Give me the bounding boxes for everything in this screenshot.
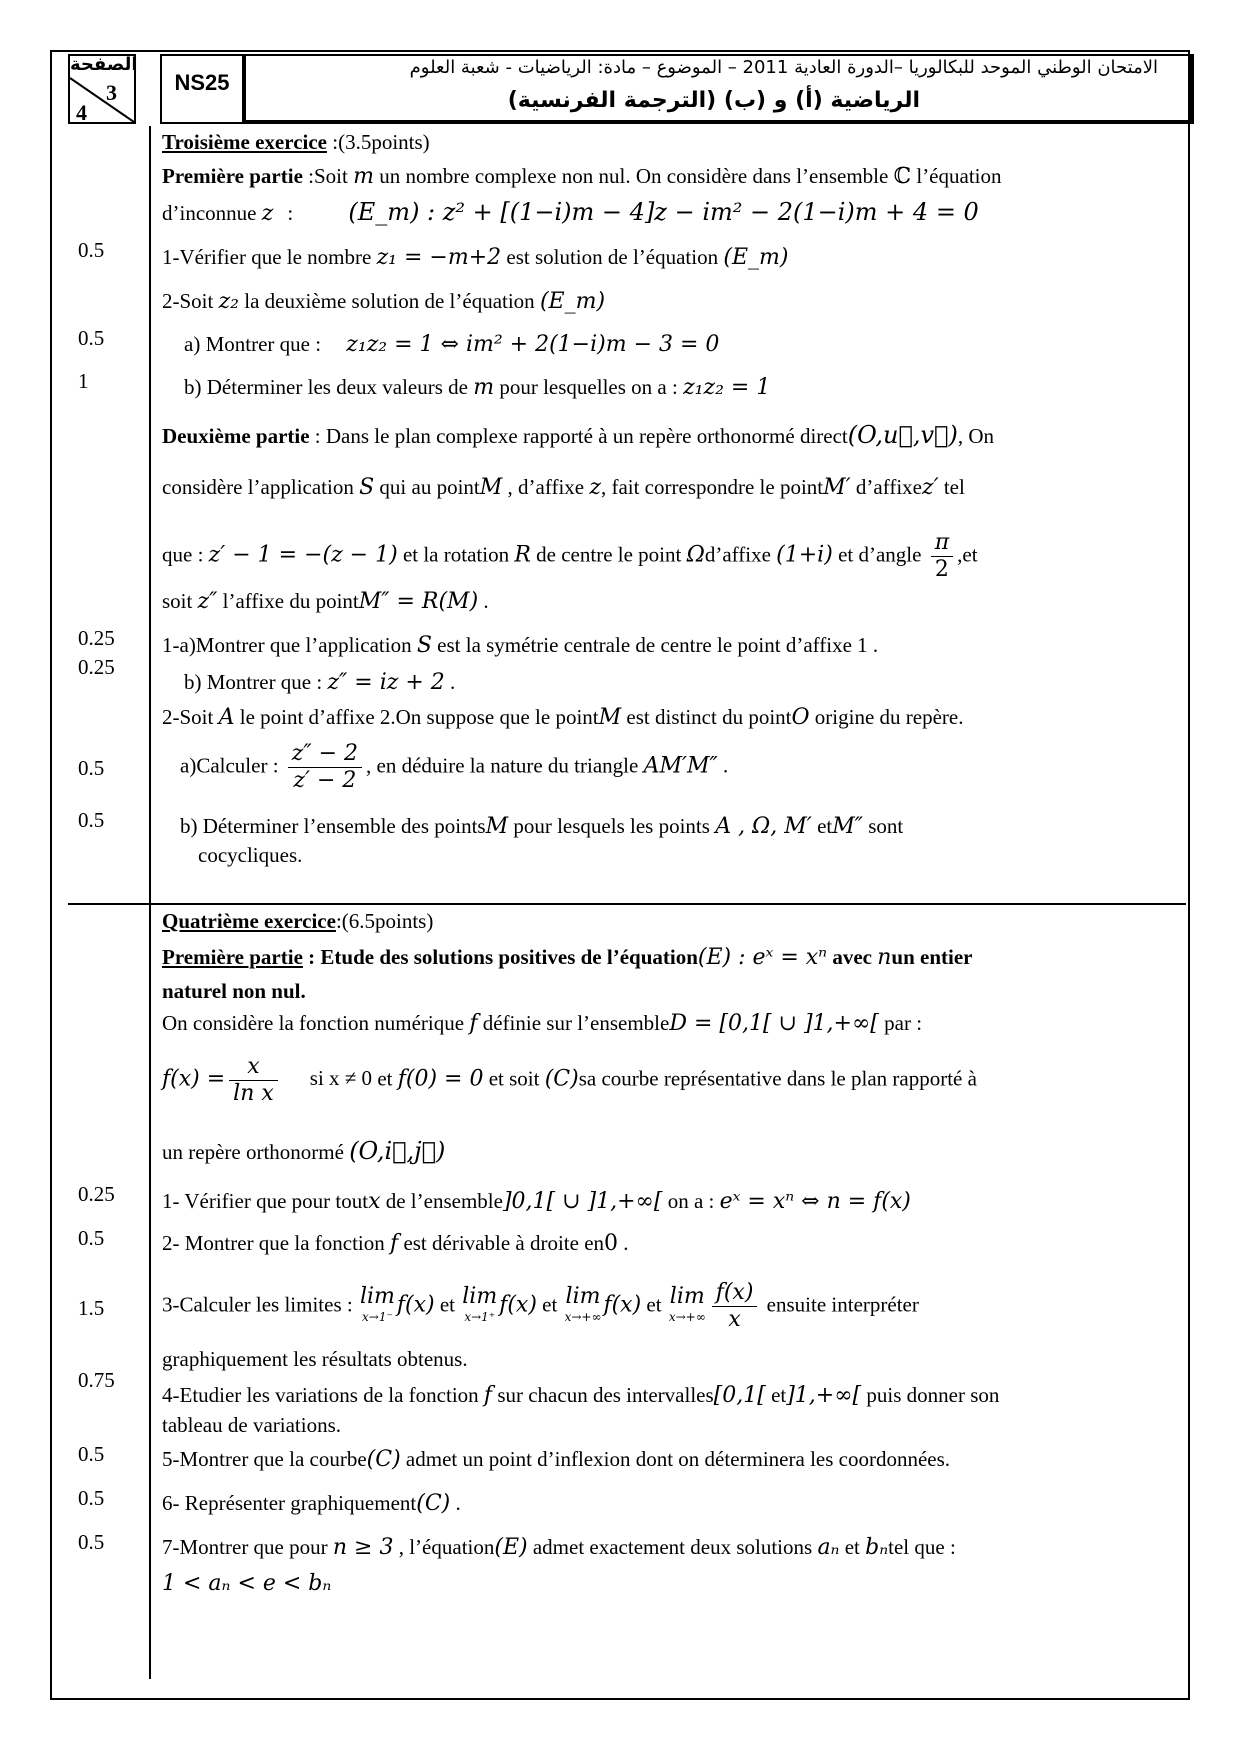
text: . bbox=[618, 1231, 629, 1255]
math: (E) bbox=[494, 1535, 528, 1560]
math: f bbox=[469, 1011, 478, 1036]
part1-title: Première partie bbox=[162, 164, 303, 188]
points-value: 0.5 bbox=[78, 1442, 105, 1466]
text: de l’ensemble bbox=[380, 1189, 503, 1213]
ex4-q4 bbox=[162, 1382, 999, 1409]
ex3-part2-line2 bbox=[162, 474, 965, 501]
text: un repère orthonormé bbox=[162, 1140, 350, 1164]
text: , en déduire la nature du triangle bbox=[366, 753, 644, 778]
ex4-q3-cont: graphiquement les résultats obtenus. bbox=[162, 1347, 468, 1371]
math: O bbox=[791, 705, 810, 730]
text: et bbox=[536, 1292, 558, 1317]
math: z₂ bbox=[218, 289, 240, 314]
text: est la symétrie centrale de centre le point d’affixe 1 . bbox=[431, 633, 879, 657]
ex4-function-def bbox=[162, 1054, 977, 1107]
math: z′ − 1 = −(z − 1) bbox=[208, 542, 398, 568]
text: et bbox=[765, 1383, 787, 1407]
math: n ≥ 3 bbox=[332, 1535, 394, 1560]
math: f(x) bbox=[603, 1292, 642, 1318]
points-value: 0.25 bbox=[78, 626, 115, 650]
text: , d’affixe bbox=[502, 475, 590, 499]
ex3-p2-q2a bbox=[180, 741, 728, 794]
fx-over-x bbox=[712, 1280, 758, 1333]
exercise3-heading bbox=[162, 129, 430, 155]
text: sont bbox=[862, 814, 904, 838]
text: . bbox=[444, 670, 456, 694]
math: si x ≠ 0 bbox=[309, 1066, 373, 1091]
math: (O,i⃗,j⃗) bbox=[349, 1137, 446, 1165]
fraction-denominator: ln x bbox=[233, 1081, 274, 1106]
math: z₁z₂ = 1 bbox=[683, 375, 771, 400]
ex3-p2-q1b bbox=[184, 669, 455, 696]
math: M bbox=[485, 814, 509, 839]
lim-word: lim bbox=[669, 1283, 705, 1309]
math: (1+i) bbox=[776, 542, 833, 568]
math: eˣ = xⁿ ⇔ n = f(x) bbox=[719, 1189, 911, 1214]
math: M bbox=[479, 475, 503, 500]
text: , fait correspondre le point bbox=[600, 475, 824, 499]
margin-divider bbox=[149, 126, 151, 904]
text: , l’équation bbox=[393, 1535, 495, 1559]
text: admet un point d’inflexion dont on déterminera les coordonnées. bbox=[400, 1447, 951, 1471]
math: (E) : eˣ = xⁿ bbox=[697, 945, 828, 970]
ex3-p2-q2b bbox=[180, 813, 903, 840]
math: M″ = R(M) bbox=[358, 589, 479, 614]
ex3-p2-q2b-cont: cocycliques. bbox=[198, 843, 303, 867]
lim-sub: x→+∞ bbox=[564, 1309, 602, 1324]
ex4-intro bbox=[162, 1010, 922, 1037]
exercise-separator bbox=[68, 903, 1186, 905]
points-value: 0.5 bbox=[78, 326, 105, 350]
text: b) Déterminer les deux valeurs de bbox=[184, 375, 474, 399]
math: 1 < aₙ < e < bₙ bbox=[162, 1571, 332, 1596]
text: : bbox=[287, 201, 294, 225]
ex3-q1 bbox=[162, 244, 788, 271]
ex4-part1-title-cont: naturel non nul. bbox=[162, 979, 306, 1003]
math: S bbox=[359, 475, 375, 500]
fraction-numerator: π bbox=[931, 530, 953, 557]
math: (C) bbox=[416, 1491, 451, 1516]
math: S bbox=[416, 633, 432, 658]
ex4-repere bbox=[162, 1138, 445, 1165]
text: par : bbox=[878, 1011, 923, 1035]
lim-word: lim bbox=[565, 1283, 601, 1309]
math: z₁ = −m+2 bbox=[376, 245, 502, 270]
ex4-part1-title-line bbox=[162, 944, 973, 971]
ex4-q1 bbox=[162, 1188, 911, 1215]
text: ,et bbox=[957, 542, 978, 567]
f-fraction bbox=[229, 1054, 278, 1107]
math: f(x) bbox=[499, 1292, 537, 1318]
exam-title-line1: الامتحان الوطني الموحد للبكالوريا –الدورة العادية 2011 – الموضوع – مادة: الرياضيات - شعبة العلوم bbox=[409, 57, 1158, 78]
text: et soit bbox=[483, 1066, 545, 1091]
text: ensuite interpréter bbox=[761, 1292, 919, 1317]
text: b) Montrer que : bbox=[184, 670, 328, 694]
math: (E_m) bbox=[723, 245, 789, 270]
points-value: 0.5 bbox=[78, 1486, 105, 1510]
text: : Dans le plan complexe rapporté à un repère orthonormé direct bbox=[309, 424, 848, 448]
lim-sub: x→+∞ bbox=[668, 1309, 706, 1324]
math: ]1,+∞[ bbox=[786, 1383, 862, 1408]
text: et bbox=[434, 1292, 456, 1317]
math: (E_m) bbox=[539, 289, 606, 314]
ex3-equation-line bbox=[162, 199, 979, 227]
fraction-denominator: z′ − 2 bbox=[293, 768, 357, 793]
lim-word: lim bbox=[462, 1283, 498, 1309]
text: b) Déterminer l’ensemble des points bbox=[180, 814, 486, 838]
math: [0,1[ bbox=[713, 1383, 766, 1408]
text: 3-Calculer les limites : bbox=[162, 1292, 358, 1317]
text: tel que : bbox=[888, 1535, 956, 1559]
text: . bbox=[478, 589, 489, 613]
ex3-q2 bbox=[162, 288, 605, 315]
text: tel bbox=[938, 475, 965, 499]
text: . bbox=[717, 753, 729, 778]
math: f(x) bbox=[396, 1292, 435, 1318]
math: n bbox=[877, 945, 892, 970]
text: , On bbox=[957, 424, 994, 448]
text: le point d’affixe 2.On suppose que le point bbox=[234, 705, 599, 729]
text: d’affixe bbox=[704, 542, 777, 567]
math: aₙ bbox=[817, 1535, 840, 1560]
complex-set-symbol: ℂ bbox=[893, 164, 912, 189]
math: A , Ω, M′ bbox=[715, 814, 812, 839]
text: est solution de l’équation bbox=[501, 245, 724, 269]
fraction-denominator: x bbox=[728, 1307, 741, 1332]
ex3-part2-intro bbox=[162, 422, 994, 449]
text: est dérivable à droite en bbox=[398, 1231, 605, 1255]
math: M bbox=[598, 705, 622, 730]
fraction-numerator: f(x) bbox=[712, 1280, 758, 1307]
math: f bbox=[390, 1231, 399, 1256]
points-value: 0.5 bbox=[78, 1530, 105, 1554]
math: z″ = iz + 2 bbox=[327, 670, 445, 695]
text: 1- Vérifier que pour tout bbox=[162, 1189, 369, 1213]
math: M″ bbox=[832, 814, 863, 839]
points-value: 0.5 bbox=[78, 1226, 105, 1250]
math: f(0) = 0 bbox=[397, 1066, 484, 1092]
text: de centre le point bbox=[530, 542, 687, 567]
exercise4-points: :(6.5points) bbox=[335, 909, 434, 933]
text: et bbox=[811, 814, 833, 838]
text: sur chacun des intervalles bbox=[492, 1383, 714, 1407]
math: z bbox=[261, 201, 274, 226]
text: . bbox=[450, 1491, 461, 1515]
pi-over-2 bbox=[931, 530, 953, 583]
text: pour lesquelles on a : bbox=[494, 375, 684, 399]
math: z₁z₂ = 1 ⇔ im² + 2(1−i)m − 3 = 0 bbox=[346, 332, 720, 357]
part2-title: Deuxième partie bbox=[162, 424, 310, 448]
exam-title-line2: الرياضية (أ) و (ب) (الترجمة الفرنسية) bbox=[507, 88, 920, 113]
text: d’inconnue bbox=[162, 201, 262, 225]
text: un nombre complexe non nul. On considère dans l’ensemble bbox=[373, 164, 894, 188]
ex4-q3 bbox=[162, 1280, 919, 1333]
text: l’affixe du point bbox=[217, 589, 359, 613]
text: l’équation bbox=[911, 164, 1002, 188]
text: qui au point bbox=[374, 475, 480, 499]
text: est distinct du point bbox=[621, 705, 792, 729]
text: 2-Soit bbox=[162, 705, 219, 729]
text: et bbox=[372, 1066, 398, 1091]
math: AM′M″ bbox=[643, 753, 718, 779]
exercise3-title: Troisième exercice bbox=[162, 130, 327, 154]
text: 1-a)Montrer que l’application bbox=[162, 633, 417, 657]
text: 5-Montrer que la courbe bbox=[162, 1447, 367, 1471]
ex3-q2a bbox=[184, 331, 719, 358]
ratio-fraction bbox=[288, 741, 362, 794]
exercise4-heading bbox=[162, 908, 433, 934]
math: z bbox=[589, 475, 601, 500]
text: la deuxième solution de l’équation bbox=[239, 289, 540, 313]
page-total: 4 bbox=[76, 100, 87, 125]
text: a)Calculer : bbox=[180, 753, 284, 778]
ex3-q2b bbox=[184, 374, 770, 401]
fraction-numerator: z″ − 2 bbox=[288, 741, 362, 768]
text: pour lesquels les points bbox=[508, 814, 716, 838]
margin-divider-lower bbox=[149, 904, 151, 1679]
ex3-part2-line4 bbox=[162, 588, 489, 615]
ex3-part1-intro bbox=[162, 163, 1002, 190]
math: m bbox=[473, 375, 495, 400]
text: et bbox=[839, 1535, 866, 1559]
math: ]0,1[ ∪ ]1,+∞[ bbox=[502, 1189, 663, 1214]
text: sa courbe représentative dans le plan rapporté à bbox=[578, 1066, 977, 1091]
ex4-q7-inequality bbox=[162, 1570, 331, 1597]
math: R bbox=[514, 542, 531, 568]
text: a) Montrer que : bbox=[184, 332, 327, 356]
text: et la rotation bbox=[397, 542, 515, 567]
text: soit bbox=[162, 589, 198, 613]
points-value: 0.25 bbox=[78, 655, 115, 679]
text: admet exactement deux solutions bbox=[527, 1535, 818, 1559]
limit-4 bbox=[668, 1283, 706, 1327]
points-value: 0.5 bbox=[78, 238, 105, 262]
page-label: الصفحة bbox=[70, 54, 138, 75]
points-value: 0.5 bbox=[78, 756, 105, 780]
math: (C) bbox=[544, 1066, 579, 1092]
text: 4-Etudier les variations de la fonction bbox=[162, 1383, 484, 1407]
math: A bbox=[218, 705, 235, 730]
math: M′ bbox=[823, 475, 851, 500]
points-value: 1.5 bbox=[78, 1296, 105, 1320]
page-current: 3 bbox=[106, 80, 117, 105]
ex4-q4-cont: tableau de variations. bbox=[162, 1413, 342, 1437]
ex4-q5 bbox=[162, 1446, 950, 1473]
ex3-part2-line3 bbox=[162, 530, 978, 583]
lim-sub: x→1⁻ bbox=[362, 1309, 393, 1324]
math: (C) bbox=[366, 1447, 401, 1472]
limit-3 bbox=[564, 1283, 602, 1327]
lim-word: lim bbox=[359, 1283, 395, 1309]
math: bₙ bbox=[865, 1535, 889, 1560]
math: (O,u⃗,v⃗) bbox=[847, 421, 958, 449]
text: : Etude des solutions positives de l’équation bbox=[302, 945, 698, 969]
text: 2-Soit bbox=[162, 289, 219, 313]
points-value: 0.25 bbox=[78, 1182, 115, 1206]
exercise3-points: :(3.5points) bbox=[327, 130, 430, 154]
text: :Soit bbox=[302, 164, 354, 188]
math: z′ bbox=[921, 475, 939, 500]
exercise4-title: Quatrième exercice bbox=[162, 909, 336, 933]
math: D = [0,1[ ∪ ]1,+∞[ bbox=[669, 1011, 879, 1036]
points-value: 0.5 bbox=[78, 808, 105, 832]
text: avec bbox=[827, 945, 878, 969]
ex3-p2-q2 bbox=[162, 704, 963, 731]
text: On considère la fonction numérique bbox=[162, 1011, 470, 1035]
math: f(x) = bbox=[162, 1066, 226, 1092]
points-value: 0.75 bbox=[78, 1368, 115, 1392]
text: définie sur l’ensemble bbox=[477, 1011, 670, 1035]
ex4-q2 bbox=[162, 1230, 629, 1257]
text: un entier bbox=[891, 945, 973, 969]
fraction-denominator: 2 bbox=[934, 557, 949, 582]
text: que : bbox=[162, 542, 209, 567]
exam-code: NS25 bbox=[174, 70, 230, 95]
text: d’affixe bbox=[850, 475, 922, 499]
ex4-q6 bbox=[162, 1490, 461, 1517]
text: et d’angle bbox=[832, 542, 927, 567]
text: et bbox=[641, 1292, 662, 1317]
math: f bbox=[483, 1383, 493, 1408]
text: on a : bbox=[662, 1189, 720, 1213]
lim-sub: x→1⁺ bbox=[464, 1309, 496, 1324]
part1-title: Première partie bbox=[162, 945, 303, 969]
text: puis donner son bbox=[861, 1383, 1000, 1407]
text: considère l’application bbox=[162, 475, 360, 499]
limit-1 bbox=[359, 1283, 395, 1327]
math: 0 bbox=[604, 1231, 619, 1256]
ex4-q7 bbox=[162, 1534, 956, 1561]
text: 1-Vérifier que le nombre bbox=[162, 245, 377, 269]
limit-2 bbox=[462, 1283, 498, 1327]
ex3-p2-q1a bbox=[162, 632, 878, 659]
points-value: 1 bbox=[78, 369, 89, 393]
math: z″ bbox=[197, 589, 218, 614]
math: Ω bbox=[686, 542, 705, 568]
equation-Em: (E_m) : z² + [(1−i)m − 4]z − im² − 2(1−i)m + 4 = 0 bbox=[348, 198, 979, 226]
text: 7-Montrer que pour bbox=[162, 1535, 333, 1559]
text: 6- Représenter graphiquement bbox=[162, 1491, 417, 1515]
text: origine du repère. bbox=[809, 705, 964, 729]
text: 2- Montrer que la fonction bbox=[162, 1231, 391, 1255]
math: x bbox=[368, 1189, 381, 1214]
fraction-numerator: x bbox=[229, 1054, 278, 1081]
math: m bbox=[353, 164, 374, 189]
